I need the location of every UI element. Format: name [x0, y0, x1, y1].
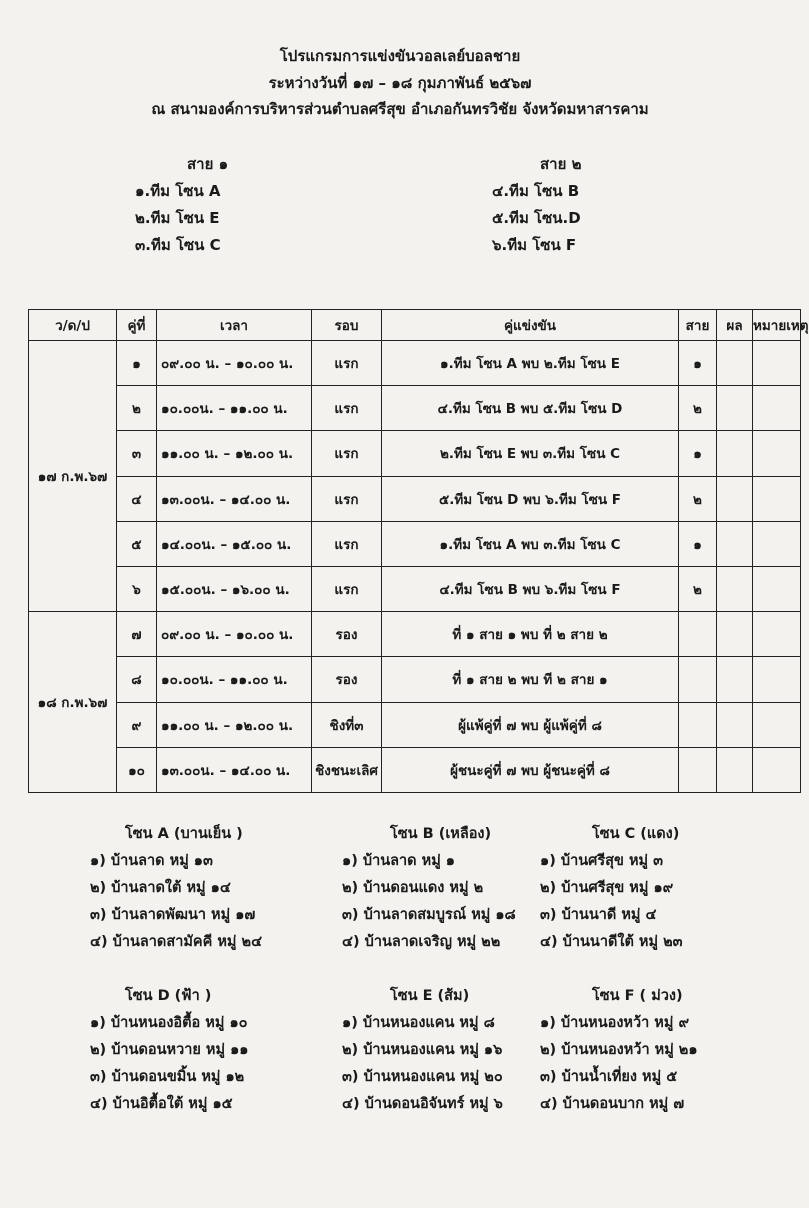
match-cell: ผู้ชนะคู่ที่ ๗ พบ ผู้ชนะคู่ที่ ๘ [382, 747, 679, 792]
remarks-cell [753, 521, 801, 566]
group-cell: ๒ [679, 386, 717, 431]
zone-item: ๑) บ้านหนองแคน หมู่ ๘ [342, 1015, 495, 1031]
zone-item: ๔) บ้านดอนบาก หมู่ ๗ [540, 1096, 685, 1112]
round-cell: แรก [312, 476, 382, 521]
table-row [29, 431, 801, 476]
result-cell [717, 747, 753, 792]
remarks-cell [753, 702, 801, 747]
group-1-team: ๑.ทีม โซน A [135, 182, 221, 200]
round-cell: แรก [312, 521, 382, 566]
group-cell [679, 747, 717, 792]
table-row [29, 747, 801, 792]
group-1-team: ๒.ทีม โซน E [135, 209, 220, 227]
zone-item: ๓) บ้านดอนขมิ้น หมู่ ๑๒ [90, 1069, 245, 1085]
group-cell: ๑ [679, 431, 717, 476]
zone-item: ๑) บ้านหนองอิตื้อ หมู่ ๑๐ [90, 1015, 248, 1031]
group-cell: ๒ [679, 476, 717, 521]
round-cell: แรก [312, 341, 382, 386]
match-no-cell: ๔ [117, 476, 157, 521]
group-cell: ๒ [679, 566, 717, 611]
table-row [29, 386, 801, 431]
round-cell: รอง [312, 612, 382, 657]
match-no-cell: ๕ [117, 521, 157, 566]
remarks-cell [753, 341, 801, 386]
round-cell: รอง [312, 657, 382, 702]
zone-item: ๓) บ้านนาดี หมู่ ๔ [540, 907, 657, 923]
zone-title: โซน B (เหลือง) [390, 826, 492, 842]
table-row [29, 702, 801, 747]
zone-item: ๑) บ้านลาด หมู่ ๑ [342, 853, 455, 869]
match-no-cell: ๗ [117, 612, 157, 657]
document-dates: ระหว่างวันที่ ๑๗ – ๑๘ กุมภาพันธ์ ๒๕๖๗ [268, 74, 532, 92]
zone-title: โซน A (บานเย็น ) [125, 826, 243, 842]
zone-item: ๓) บ้านหนองแคน หมู่ ๒๐ [342, 1069, 503, 1085]
time-cell: ๑๐.๐๐น. – ๑๑.๐๐ น. [157, 386, 312, 431]
day-cell: ๑๘ ก.พ.๖๗ [29, 612, 117, 793]
zone-title: โซน C (แดง) [592, 826, 680, 842]
zone-item: ๒) บ้านหนองหว้า หมู่ ๒๑ [540, 1042, 698, 1058]
match-cell: ผู้แพ้คู่ที่ ๗ พบ ผู้แพ้คู่ที่ ๘ [382, 702, 679, 747]
zone-title: โซน D (ฟ้า ) [125, 988, 212, 1004]
header-time: เวลา [157, 310, 312, 341]
day-cell: ๑๗ ก.พ.๖๗ [29, 341, 117, 612]
zone-item: ๒) บ้านหนองแคน หมู่ ๑๖ [342, 1042, 503, 1058]
time-cell: ๑๑.๐๐ น. – ๑๒.๐๐ น. [157, 702, 312, 747]
zone-item: ๓) บ้านลาดพัฒนา หมู่ ๑๗ [90, 907, 256, 923]
match-no-cell: ๙ [117, 702, 157, 747]
zone-item: ๔) บ้านอิตื้อใต้ หมู่ ๑๕ [90, 1096, 233, 1112]
time-cell: ๑๓.๐๐น. – ๑๔.๐๐ น. [157, 476, 312, 521]
match-cell: ๔.ทีม โซน B พบ ๖.ทีม โซน F [382, 566, 679, 611]
zone-item: ๓) บ้านน้ำเที่ยง หมู่ ๕ [540, 1069, 678, 1085]
group-cell [679, 657, 717, 702]
group-cell: ๑ [679, 341, 717, 386]
group-2-team: ๔.ทีม โซน B [492, 182, 580, 200]
header-match-no: คู่ที่ [117, 310, 157, 341]
zone-item: ๒) บ้านดอนหวาย หมู่ ๑๑ [90, 1042, 249, 1058]
round-cell: แรก [312, 386, 382, 431]
result-cell [717, 476, 753, 521]
zone-item: ๑) บ้านศรีสุข หมู่ ๓ [540, 853, 664, 869]
remarks-cell [753, 476, 801, 521]
group-2-team: ๖.ทีม โซน F [492, 236, 577, 254]
match-no-cell: ๑ [117, 341, 157, 386]
zone-item: ๔) บ้านนาดีใต้ หมู่ ๒๓ [540, 934, 683, 950]
group-cell [679, 612, 717, 657]
match-cell: ๒.ทีม โซน E พบ ๓.ทีม โซน C [382, 431, 679, 476]
result-cell [717, 702, 753, 747]
group-2-title: สาย ๒ [540, 155, 582, 173]
zone-item: ๒) บ้านศรีสุข หมู่ ๑๙ [540, 880, 674, 896]
zone-item: ๑) บ้านหนองหว้า หมู่ ๙ [540, 1015, 690, 1031]
table-row [29, 612, 801, 657]
header-round: รอบ [312, 310, 382, 341]
remarks-cell [753, 431, 801, 476]
zone-title: โซน E (ส้ม) [390, 988, 470, 1004]
result-cell [717, 612, 753, 657]
match-no-cell: ๓ [117, 431, 157, 476]
result-cell [717, 566, 753, 611]
time-cell: ๑๐.๐๐น. – ๑๑.๐๐ น. [157, 657, 312, 702]
time-cell: ๐๙.๐๐ น. – ๑๐.๐๐ น. [157, 341, 312, 386]
remarks-cell [753, 612, 801, 657]
group-2-team: ๕.ทีม โซน.D [492, 209, 581, 227]
match-cell: ๔.ทีม โซน B พบ ๕.ทีม โซน D [382, 386, 679, 431]
zone-title: โซน F ( ม่วง) [592, 988, 683, 1004]
zone-item: ๒) บ้านดอนแดง หมู่ ๒ [342, 880, 484, 896]
header-remarks: หมายเหตุ [753, 310, 801, 341]
time-cell: ๑๔.๐๐น. – ๑๕.๐๐ น. [157, 521, 312, 566]
remarks-cell [753, 657, 801, 702]
match-no-cell: ๘ [117, 657, 157, 702]
zone-item: ๒) บ้านลาดใต้ หมู่ ๑๔ [90, 880, 231, 896]
match-cell: ๑.ทีม โซน A พบ ๓.ทีม โซน C [382, 521, 679, 566]
table-row [29, 566, 801, 611]
group-cell: ๑ [679, 521, 717, 566]
time-cell: ๐๙.๐๐ น. – ๑๐.๐๐ น. [157, 612, 312, 657]
table-row [29, 521, 801, 566]
match-no-cell: ๖ [117, 566, 157, 611]
zone-item: ๑) บ้านลาด หมู่ ๑๓ [90, 853, 213, 869]
zone-item: ๔) บ้านลาดสามัคคี หมู่ ๒๔ [90, 934, 263, 950]
remarks-cell [753, 386, 801, 431]
zone-item: ๔) บ้านดอนอิจันทร์ หมู่ ๖ [342, 1096, 503, 1112]
document-venue: ณ สนามองค์การบริหารส่วนตำบลศรีสุข อำเภอกันทรวิชัย จังหวัดมหาสารคาม [151, 100, 649, 118]
match-no-cell: ๒ [117, 386, 157, 431]
table-header-row [29, 310, 801, 341]
zone-item: ๓) บ้านลาดสมบูรณ์ หมู่ ๑๘ [342, 907, 516, 923]
round-cell: ชิงชนะเลิศ [312, 747, 382, 792]
round-cell: แรก [312, 431, 382, 476]
header-result: ผล [717, 310, 753, 341]
result-cell [717, 386, 753, 431]
time-cell: ๑๕.๐๐น. – ๑๖.๐๐ น. [157, 566, 312, 611]
table-row [29, 476, 801, 521]
remarks-cell [753, 747, 801, 792]
result-cell [717, 521, 753, 566]
time-cell: ๑๑.๐๐ น. – ๑๒.๐๐ น. [157, 431, 312, 476]
remarks-cell [753, 566, 801, 611]
zone-item: ๔) บ้านลาดเจริญ หมู่ ๒๒ [342, 934, 501, 950]
result-cell [717, 341, 753, 386]
match-cell: ที่ ๑ สาย ๑ พบ ที่ ๒ สาย ๒ [382, 612, 679, 657]
header-group: สาย [679, 310, 717, 341]
header-date: ว/ด/ป [29, 310, 117, 341]
time-cell: ๑๓.๐๐น. – ๑๔.๐๐ น. [157, 747, 312, 792]
match-cell: ๕.ทีม โซน D พบ ๖.ทีม โซน F [382, 476, 679, 521]
table-row [29, 341, 801, 386]
match-cell: ๑.ทีม โซน A พบ ๒.ทีม โซน E [382, 341, 679, 386]
header-match: คู่แข่งขัน [382, 310, 679, 341]
schedule-table [28, 309, 809, 793]
group-1-team: ๓.ทีม โซน C [135, 236, 221, 254]
result-cell [717, 431, 753, 476]
match-cell: ที่ ๑ สาย ๒ พบ ที ๒ สาย ๑ [382, 657, 679, 702]
document-title: โปรแกรมการแข่งขันวอลเลย์บอลชาย [279, 47, 521, 65]
group-1-title: สาย ๑ [187, 155, 229, 173]
result-cell [717, 657, 753, 702]
match-no-cell: ๑๐ [117, 747, 157, 792]
group-cell [679, 702, 717, 747]
table-row [29, 657, 801, 702]
round-cell: ชิงที่๓ [312, 702, 382, 747]
round-cell: แรก [312, 566, 382, 611]
